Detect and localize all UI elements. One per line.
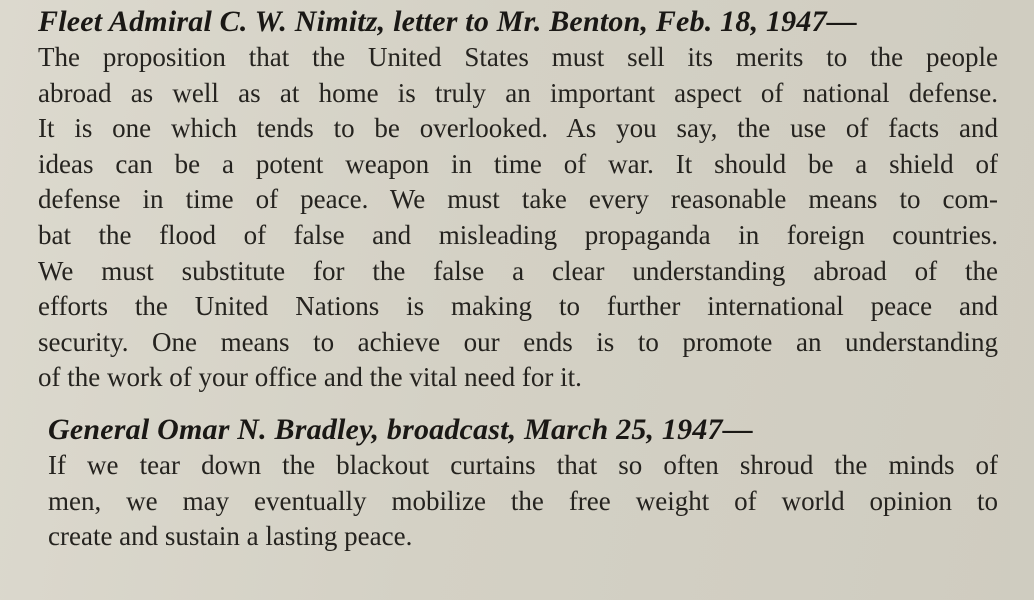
quote-line: The proposition that the United States must sell its merits to the people [38,42,998,72]
quote-line: defense in time of peace. We must take every reasonable means to com- [38,184,998,215]
quote-line: If we tear down the blackout curtains that so often shroud the minds of [48,449,998,480]
nimitz-entry [38,4,998,396]
quote-line: create and sustain a lasting peace. [48,521,413,552]
nimitz-heading: Fleet Admiral C. W. Nimitz, letter to Mr. Benton, Feb. 18, 1947— [38,5,857,38]
quote-line: We must substitute for the false a clear understanding abroad of the [38,255,998,286]
quote-line: bat the flood of false and misleading propaganda in foreign countries. [38,219,998,250]
quote-line: men, we may eventually mobilize the free weight of world opinion to [48,485,998,516]
quote-line: ideas can be a potent weapon in time of war. It should be a shield of [38,148,998,179]
bradley-entry [38,412,998,555]
quote-line: efforts the United Nations is making to further international peace and [38,291,998,322]
quote-line: of the work of your office and the vital need for it. [38,362,582,393]
quote-line: security. One means to achieve our ends is to promote an understanding [38,326,998,357]
quote-line: abroad as well as at home is truly an important aspect of national defense. [38,77,998,108]
nimitz-quote [38,40,998,396]
bradley-heading: General Omar N. Bradley, broadcast, March 25, 1947— [48,412,753,446]
quote-line: It is one which tends to be overlooked. As you say, the use of facts and [38,113,998,144]
bradley-quote [48,448,998,555]
document-page [38,4,998,555]
